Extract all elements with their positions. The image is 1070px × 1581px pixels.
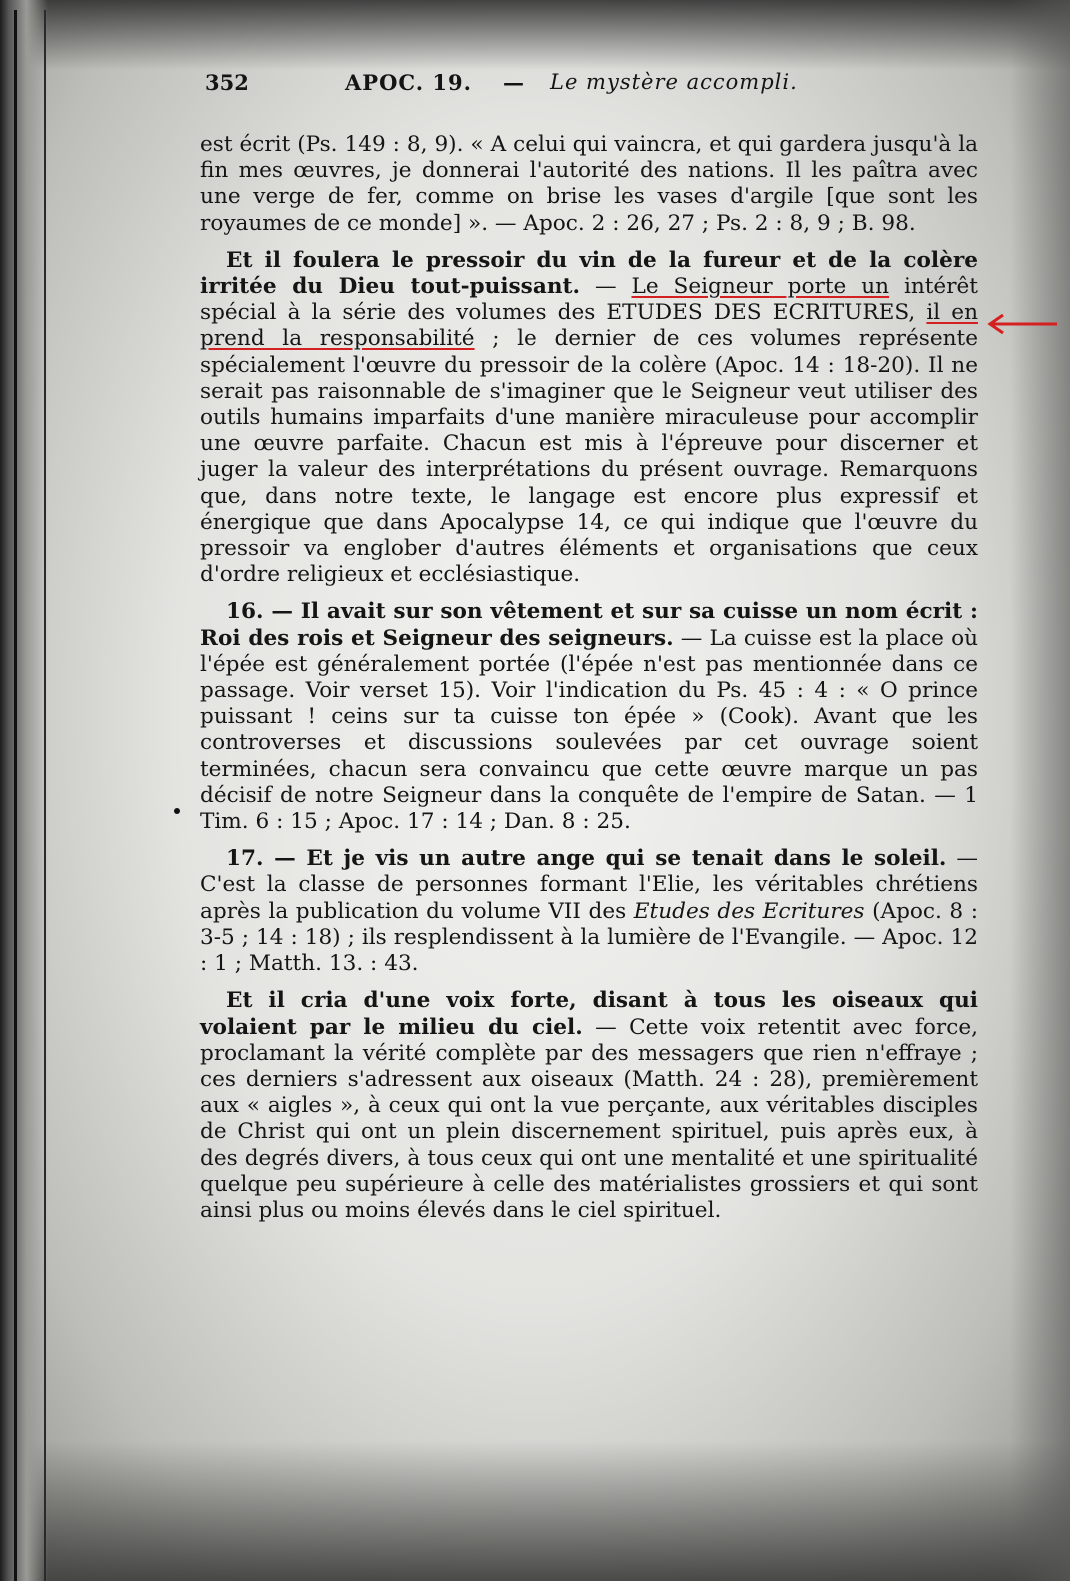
margin-mark [174, 808, 180, 814]
commentary-dash: — [580, 274, 632, 300]
binding-line [14, 10, 17, 1581]
commentary-text: — Cette voix retentit avec force, proclamant la vérité complète par des messagers que rien n'effraye ; ces derniers s'adressent aux oiseaux (Matth. 24 : 28), premièrement aux « aigles », à ceux qui ont la vue perçante, aux véritables disciples de Christ qui ont un plein discernement spirituel, puis après eux, à des degrés divers, à tous ceux qui ont une mentalité et une spiritualité quelque peu supérieure à celle des matérialistes grossiers et qui sont ainsi plus ou moins élevés dans le ciel spirituel. [200, 1014, 978, 1223]
running-header [205, 70, 845, 102]
scan-shadow-bottom [0, 1441, 1070, 1581]
paragraph-text: est écrit (Ps. 149 : 8, 9). « A celui qui vaincra, et qui gardera jusqu'à la fin mes œuvres, je donnerai l'autorité des nations. Il les paîtra avec une verge de fer, comme on brise les vases d'argile [que sont les royaumes de ce monde] ». — Apoc. 2 : 26, 27 ; Ps. 2 : 8, 9 ; B. 98. [200, 132, 978, 236]
header-dash: — [503, 70, 524, 95]
verse-heading: Et il foulera le pressoir du vin de la fureur et de la colère irritée du Dieu tout-puissant. [200, 247, 978, 300]
commentary-text: ; le dernier de ces volumes représente spécialement l'œuvre du pressoir de la colère (Apoc. 14 : 18-20). Il ne serait pas raisonnable de s'imaginer que le Seigneur veut utiliser des outils humains imparfaits d'une manière miraculeuse pour accomplir une œuvre parfaite. Chacun est mis à l'épreuve pour discerner et juger la valeur des interprétations du présent ouvrage. Remarquons que, dans notre texte, le langage est encore plus expressif et énergique que dans Apocalypse 14, ce qui indique que l'œuvre du pressoir va englober d'autres éléments et organisations que ceux d'ordre religieux et ecclésiastique. [200, 326, 978, 588]
commentary-text: (Apoc. 8 : 3-5 ; 14 : 18) ; ils resplendissent à la lumière de l'Evangile. — Apoc. 12 : 1 ; Matth. 13. : 43. [200, 898, 979, 977]
commentary-text: — C'est la classe de personnes formant l'Elie, les véritables chrétiens après la publication du volume VII des [200, 846, 978, 924]
verse-heading: 17. — Et je vis un autre ange qui se tenait dans le soleil. [226, 846, 947, 872]
underlined-phrase: Le Seigneur porte un [631, 274, 890, 300]
chapter-reference: APOC. 19. [345, 70, 472, 95]
verse-heading: 16. — Il avait sur son vêtement et sur sa cuisse un nom écrit : Roi des rois et Seigneur des seigneurs. [200, 599, 978, 651]
book-spine-edge [0, 0, 48, 1581]
binding-line [44, 10, 46, 1581]
paragraph [200, 846, 978, 977]
paragraph [200, 132, 978, 237]
underlined-phrase: il en prend la responsabilité [200, 300, 978, 352]
page-number: 352 [205, 70, 249, 95]
commentary-text: intérêt spécial à la série des volumes des ETUDES DES ECRITURES, [200, 274, 978, 326]
red-left-arrow-icon [985, 313, 1059, 335]
commentary-text: — La cuisse est la place où l'épée est généralement portée (l'épée n'est pas mentionnée dans ce passage. Voir verset 15). Voir l'indication du Ps. 45 : 4 : « O prince puissant ! ceins sur ta cuisse ton épée » (Cook). Avant que les controverses et discussions soulevées par cet ouvrage soient terminées, chacun sera convaincu que cette œuvre marque un pas décisif de notre Seigneur dans la conquête de l'empire de Satan. — 1 Tim. 6 : 15 ; Apoc. 17 : 14 ; Dan. 8 : 25. [200, 625, 978, 835]
scan-shadow-right [1010, 0, 1070, 1581]
paragraph [200, 248, 978, 589]
scan-shadow-top [0, 0, 1070, 70]
running-title: Le mystère accompli. [550, 70, 798, 94]
page-body [200, 132, 978, 1235]
paragraph [200, 988, 978, 1224]
book-title: Etudes des Ecritures [633, 898, 865, 924]
paragraph [200, 599, 978, 835]
verse-heading: Et il cria d'une voix forte, disant à tous les oiseaux qui volaient par le milieu du ciel. [200, 988, 978, 1040]
